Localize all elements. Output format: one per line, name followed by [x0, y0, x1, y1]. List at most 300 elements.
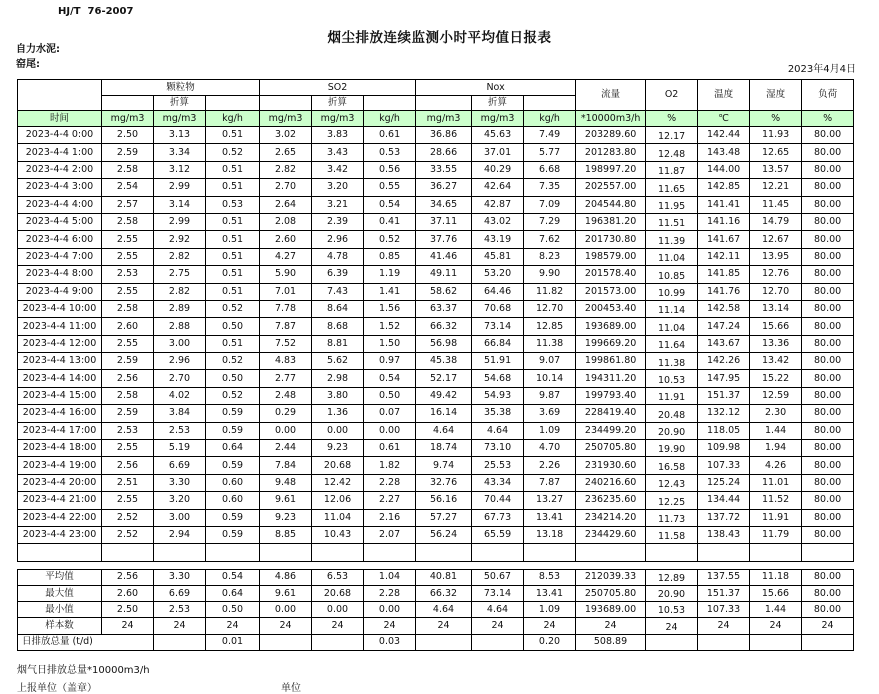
value-cell: 199793.40 — [576, 387, 646, 404]
value-cell: 2.48 — [260, 387, 312, 404]
nox-group-header: Nox — [416, 80, 576, 96]
main-table — [17, 79, 854, 562]
value-cell: 199861.80 — [576, 353, 646, 370]
value-cell: 109.98 — [698, 440, 750, 457]
value-cell: 0.20 — [524, 634, 576, 650]
value-cell: 6.69 — [154, 585, 206, 601]
value-cell: 2.96 — [312, 231, 364, 248]
table-row — [18, 300, 854, 317]
value-cell: 43.19 — [472, 231, 524, 248]
value-cell: 0.59 — [206, 509, 260, 526]
value-cell: 3.83 — [312, 127, 364, 144]
value-cell: 2.59 — [102, 144, 154, 161]
value-cell: 201283.80 — [576, 144, 646, 161]
value-cell: 80.00 — [802, 440, 854, 457]
value-cell — [154, 634, 206, 650]
table-row — [18, 179, 854, 196]
value-cell: 3.00 — [154, 509, 206, 526]
load-header: 负荷 — [802, 80, 854, 111]
value-cell: 11.91 — [750, 509, 802, 526]
value-cell: 40.29 — [472, 161, 524, 178]
so2-converted-unit-cell: mg/m3 — [312, 111, 364, 127]
table-row — [18, 422, 854, 439]
value-cell: 80.00 — [802, 283, 854, 300]
value-cell: 2.27 — [364, 492, 416, 509]
value-cell: 12.42 — [312, 474, 364, 491]
value-cell: 3.80 — [312, 387, 364, 404]
standard-code: HJ/T 76-2007 — [58, 6, 134, 17]
value-cell: 20.68 — [312, 457, 364, 474]
value-cell: 7.78 — [260, 300, 312, 317]
value-cell: 2.58 — [102, 213, 154, 230]
value-cell: 56.98 — [416, 335, 472, 352]
summary-label: 最小值 — [18, 602, 102, 618]
value-cell: 0.00 — [364, 602, 416, 618]
value-cell: 1.44 — [750, 602, 802, 618]
value-cell: 107.33 — [698, 602, 750, 618]
value-cell: 141.76 — [698, 283, 750, 300]
value-cell: 0.00 — [312, 602, 364, 618]
time-cell: 2023-4-4 11:00 — [18, 318, 102, 335]
time-cell: 2023-4-4 6:00 — [18, 231, 102, 248]
value-cell — [312, 634, 364, 650]
value-cell — [206, 544, 260, 561]
time-cell: 2023-4-4 17:00 — [18, 422, 102, 439]
value-cell: 11.73 — [646, 509, 698, 526]
value-cell — [472, 544, 524, 561]
value-cell — [102, 544, 154, 561]
value-cell: 2.55 — [102, 248, 154, 265]
value-cell: 73.14 — [472, 585, 524, 601]
value-cell: 9.61 — [260, 492, 312, 509]
time-cell: 2023-4-4 20:00 — [18, 474, 102, 491]
value-cell: 4.64 — [472, 422, 524, 439]
table-row — [18, 353, 854, 370]
value-cell: 196381.20 — [576, 213, 646, 230]
value-cell: 2.50 — [102, 127, 154, 144]
value-cell: 1.82 — [364, 457, 416, 474]
time-cell: 2023-4-4 5:00 — [18, 213, 102, 230]
value-cell: 36.27 — [416, 179, 472, 196]
value-cell: 2.89 — [154, 300, 206, 317]
value-cell: 80.00 — [802, 405, 854, 422]
value-cell: 7.49 — [524, 127, 576, 144]
value-cell: 12.59 — [750, 387, 802, 404]
value-cell: 7.01 — [260, 283, 312, 300]
value-cell — [646, 544, 698, 561]
table-row — [18, 266, 854, 283]
value-cell: 10.53 — [646, 602, 698, 618]
value-cell: 80.00 — [802, 457, 854, 474]
table-row — [18, 440, 854, 457]
value-cell: 0.51 — [206, 283, 260, 300]
value-cell: 34.65 — [416, 196, 472, 213]
table-row — [18, 318, 854, 335]
value-cell: 204544.80 — [576, 196, 646, 213]
value-cell: 234214.20 — [576, 509, 646, 526]
value-cell: 2.59 — [102, 405, 154, 422]
table-gap — [17, 562, 856, 569]
value-cell: 19.90 — [646, 440, 698, 457]
value-cell: 151.37 — [698, 387, 750, 404]
value-cell: 24 — [472, 618, 524, 634]
table-row — [18, 405, 854, 422]
o2-header: O2 — [646, 80, 698, 111]
time-cell: 2023-4-4 15:00 — [18, 387, 102, 404]
value-cell: 142.11 — [698, 248, 750, 265]
value-cell: 0.07 — [364, 405, 416, 422]
value-cell: 24 — [154, 618, 206, 634]
value-cell: 2.65 — [260, 144, 312, 161]
value-cell: 56.24 — [416, 526, 472, 543]
value-cell: 0.51 — [206, 266, 260, 283]
value-cell: 63.37 — [416, 300, 472, 317]
value-cell: 9.23 — [312, 440, 364, 457]
value-cell: 20.90 — [646, 422, 698, 439]
so2-group-header: SO2 — [260, 80, 416, 96]
summary-row — [18, 585, 854, 601]
value-cell — [646, 634, 698, 650]
value-cell: 141.41 — [698, 196, 750, 213]
table-row — [18, 196, 854, 213]
value-cell: 2.53 — [102, 266, 154, 283]
value-cell: 3.20 — [154, 492, 206, 509]
table-row — [18, 509, 854, 526]
value-cell: 198579.00 — [576, 248, 646, 265]
value-cell: 0.59 — [206, 422, 260, 439]
value-cell: 14.79 — [750, 213, 802, 230]
value-cell: 0.97 — [364, 353, 416, 370]
value-cell — [312, 544, 364, 561]
value-cell: 2.88 — [154, 318, 206, 335]
value-cell: 4.83 — [260, 353, 312, 370]
value-cell: 2.56 — [102, 569, 154, 585]
value-cell: 2.82 — [154, 248, 206, 265]
value-cell: 2.53 — [154, 422, 206, 439]
nox-rate-subheader — [524, 96, 576, 111]
value-cell: 0.00 — [260, 422, 312, 439]
value-cell: 147.24 — [698, 318, 750, 335]
time-cell: 2023-4-4 16:00 — [18, 405, 102, 422]
value-cell: 4.26 — [750, 457, 802, 474]
value-cell: 7.84 — [260, 457, 312, 474]
value-cell: 2.98 — [312, 370, 364, 387]
value-cell: 138.43 — [698, 526, 750, 543]
time-cell: 2023-4-4 22:00 — [18, 509, 102, 526]
table-row — [18, 457, 854, 474]
value-cell: 15.66 — [750, 585, 802, 601]
value-cell: 141.16 — [698, 213, 750, 230]
time-cell: 2023-4-4 4:00 — [18, 196, 102, 213]
value-cell: 0.51 — [206, 179, 260, 196]
value-cell: 80.00 — [802, 422, 854, 439]
value-cell: 8.81 — [312, 335, 364, 352]
value-cell: 118.05 — [698, 422, 750, 439]
value-cell: 9.48 — [260, 474, 312, 491]
value-cell: 24 — [576, 618, 646, 634]
time-cell — [18, 544, 102, 561]
value-cell: 18.74 — [416, 440, 472, 457]
value-cell: 0.54 — [364, 370, 416, 387]
value-cell: 0.52 — [206, 353, 260, 370]
value-cell: 9.87 — [524, 387, 576, 404]
value-cell: 1.09 — [524, 422, 576, 439]
value-cell: 203289.60 — [576, 127, 646, 144]
value-cell: 9.23 — [260, 509, 312, 526]
value-cell: 2.08 — [260, 213, 312, 230]
value-cell: 0.00 — [364, 422, 416, 439]
value-cell: 11.38 — [646, 353, 698, 370]
value-cell: 70.68 — [472, 300, 524, 317]
value-cell: 0.03 — [364, 634, 416, 650]
value-cell: 0.00 — [312, 422, 364, 439]
value-cell: 2.99 — [154, 213, 206, 230]
value-cell: 137.72 — [698, 509, 750, 526]
value-cell: 24 — [312, 618, 364, 634]
value-cell: 80.00 — [802, 144, 854, 161]
value-cell: 13.18 — [524, 526, 576, 543]
value-cell: 42.87 — [472, 196, 524, 213]
value-cell: 2.60 — [260, 231, 312, 248]
value-cell: 147.95 — [698, 370, 750, 387]
value-cell — [750, 634, 802, 650]
empty-row — [18, 544, 854, 561]
time-cell: 2023-4-4 7:00 — [18, 248, 102, 265]
value-cell: 20.48 — [646, 405, 698, 422]
value-cell: 24 — [646, 618, 698, 634]
value-cell: 5.77 — [524, 144, 576, 161]
time-cell: 2023-4-4 19:00 — [18, 457, 102, 474]
value-cell: 2.26 — [524, 457, 576, 474]
pm-converted-unit-cell: mg/m3 — [154, 111, 206, 127]
temp-unit-cell: ℃ — [698, 111, 750, 127]
value-cell: 8.53 — [524, 569, 576, 585]
location-label: 窑尾: — [16, 59, 40, 70]
value-cell: 199669.20 — [576, 335, 646, 352]
value-cell: 13.36 — [750, 335, 802, 352]
value-cell: 2.53 — [102, 422, 154, 439]
value-cell: 0.00 — [260, 602, 312, 618]
value-cell: 2.94 — [154, 526, 206, 543]
value-cell: 125.24 — [698, 474, 750, 491]
value-cell: 201573.00 — [576, 283, 646, 300]
time-cell: 2023-4-4 18:00 — [18, 440, 102, 457]
value-cell: 0.51 — [206, 248, 260, 265]
so2-rate-unit-cell: kg/h — [364, 111, 416, 127]
value-cell: 64.46 — [472, 283, 524, 300]
value-cell: 2.58 — [102, 387, 154, 404]
value-cell: 0.54 — [364, 196, 416, 213]
value-cell: 11.04 — [646, 248, 698, 265]
so2-converted-subheader: 折算 — [312, 96, 364, 111]
value-cell: 40.81 — [416, 569, 472, 585]
value-cell — [698, 634, 750, 650]
value-cell: 2.58 — [102, 300, 154, 317]
value-cell: 2.92 — [154, 231, 206, 248]
value-cell: 3.13 — [154, 127, 206, 144]
value-cell: 24 — [524, 618, 576, 634]
value-cell: 212039.33 — [576, 569, 646, 585]
value-cell: 142.44 — [698, 127, 750, 144]
value-cell — [416, 544, 472, 561]
value-cell: 9.90 — [524, 266, 576, 283]
value-cell: 45.63 — [472, 127, 524, 144]
value-cell: 0.59 — [206, 405, 260, 422]
header-units-row — [18, 111, 854, 127]
table-row — [18, 526, 854, 543]
value-cell: 143.67 — [698, 335, 750, 352]
summary-label: 日排放总量 (t/d) — [18, 634, 154, 650]
value-cell: 1.36 — [312, 405, 364, 422]
value-cell — [472, 634, 524, 650]
value-cell: 15.66 — [750, 318, 802, 335]
value-cell: 11.65 — [646, 179, 698, 196]
value-cell: 80.00 — [802, 179, 854, 196]
value-cell: 11.51 — [646, 213, 698, 230]
value-cell: 194311.20 — [576, 370, 646, 387]
table-row — [18, 248, 854, 265]
value-cell: 0.01 — [206, 634, 260, 650]
time-cell: 2023-4-4 0:00 — [18, 127, 102, 144]
value-cell: 16.14 — [416, 405, 472, 422]
value-cell: 80.00 — [802, 248, 854, 265]
value-cell: 80.00 — [802, 335, 854, 352]
value-cell: 142.58 — [698, 300, 750, 317]
value-cell: 45.81 — [472, 248, 524, 265]
value-cell: 10.85 — [646, 266, 698, 283]
value-cell: 2.59 — [102, 353, 154, 370]
value-cell: 1.41 — [364, 283, 416, 300]
nox-converted-subheader: 折算 — [472, 96, 524, 111]
value-cell: 3.00 — [154, 335, 206, 352]
value-cell — [260, 544, 312, 561]
value-cell: 42.64 — [472, 179, 524, 196]
value-cell: 1.50 — [364, 335, 416, 352]
value-cell: 12.65 — [750, 144, 802, 161]
value-cell: 12.43 — [646, 474, 698, 491]
value-cell: 10.43 — [312, 526, 364, 543]
value-cell: 10.53 — [646, 370, 698, 387]
table-row — [18, 231, 854, 248]
value-cell: 9.61 — [260, 585, 312, 601]
value-cell: 0.51 — [206, 335, 260, 352]
value-cell — [364, 544, 416, 561]
value-cell: 36.86 — [416, 127, 472, 144]
value-cell: 13.42 — [750, 353, 802, 370]
value-cell: 134.44 — [698, 492, 750, 509]
value-cell: 24 — [802, 618, 854, 634]
value-cell: 12.70 — [750, 283, 802, 300]
value-cell: 50.67 — [472, 569, 524, 585]
value-cell: 0.59 — [206, 526, 260, 543]
value-cell: 0.50 — [206, 602, 260, 618]
so2-raw-subheader — [260, 96, 312, 111]
value-cell: 4.02 — [154, 387, 206, 404]
value-cell: 7.87 — [260, 318, 312, 335]
table-row — [18, 474, 854, 491]
footnote-row — [17, 679, 856, 693]
summary-row — [18, 602, 854, 618]
value-cell: 3.69 — [524, 405, 576, 422]
value-cell: 231930.60 — [576, 457, 646, 474]
value-cell: 2.55 — [102, 440, 154, 457]
o2-unit-cell: % — [646, 111, 698, 127]
value-cell — [260, 634, 312, 650]
value-cell: 0.50 — [206, 370, 260, 387]
value-cell: 0.52 — [364, 231, 416, 248]
value-cell — [698, 544, 750, 561]
value-cell: 80.00 — [802, 474, 854, 491]
value-cell: 28.66 — [416, 144, 472, 161]
value-cell: 0.59 — [206, 457, 260, 474]
value-cell: 24 — [750, 618, 802, 634]
value-cell: 11.18 — [750, 569, 802, 585]
value-cell: 80.00 — [802, 370, 854, 387]
value-cell: 12.76 — [750, 266, 802, 283]
value-cell: 11.87 — [646, 161, 698, 178]
humidity-header: 湿度 — [750, 80, 802, 111]
value-cell: 3.84 — [154, 405, 206, 422]
value-cell: 33.55 — [416, 161, 472, 178]
value-cell: 2.64 — [260, 196, 312, 213]
value-cell: 144.00 — [698, 161, 750, 178]
value-cell: 24 — [102, 618, 154, 634]
report-sheet — [17, 79, 856, 693]
value-cell: 3.21 — [312, 196, 364, 213]
value-cell: 10.99 — [646, 283, 698, 300]
value-cell: 12.85 — [524, 318, 576, 335]
nox-converted-unit-cell: mg/m3 — [472, 111, 524, 127]
value-cell: 0.56 — [364, 161, 416, 178]
value-cell: 142.26 — [698, 353, 750, 370]
value-cell: 80.00 — [802, 231, 854, 248]
value-cell: 11.91 — [646, 387, 698, 404]
value-cell: 2.55 — [102, 335, 154, 352]
value-cell: 7.87 — [524, 474, 576, 491]
value-cell: 200453.40 — [576, 300, 646, 317]
table-row — [18, 387, 854, 404]
company-label: 自力水泥: — [16, 44, 60, 55]
time-cell: 2023-4-4 23:00 — [18, 526, 102, 543]
pm-raw-subheader — [102, 96, 154, 111]
value-cell: 0.50 — [206, 318, 260, 335]
flow-unit-cell: *10000m3/h — [576, 111, 646, 127]
value-cell: 7.09 — [524, 196, 576, 213]
value-cell: 49.42 — [416, 387, 472, 404]
value-cell: 3.42 — [312, 161, 364, 178]
so2-rate-subheader — [364, 96, 416, 111]
value-cell: 0.60 — [206, 492, 260, 509]
value-cell: 2.75 — [154, 266, 206, 283]
value-cell: 508.89 — [576, 634, 646, 650]
value-cell: 0.51 — [206, 213, 260, 230]
value-cell: 73.10 — [472, 440, 524, 457]
time-cell: 2023-4-4 14:00 — [18, 370, 102, 387]
value-cell: 0.60 — [206, 474, 260, 491]
value-cell: 5.90 — [260, 266, 312, 283]
value-cell: 0.52 — [206, 387, 260, 404]
value-cell: 11.82 — [524, 283, 576, 300]
value-cell: 228419.40 — [576, 405, 646, 422]
value-cell: 234429.60 — [576, 526, 646, 543]
value-cell: 2.39 — [312, 213, 364, 230]
temp-header: 温度 — [698, 80, 750, 111]
value-cell: 37.01 — [472, 144, 524, 161]
value-cell: 6.68 — [524, 161, 576, 178]
value-cell: 24 — [364, 618, 416, 634]
value-cell: 80.00 — [802, 161, 854, 178]
value-cell: 12.89 — [646, 569, 698, 585]
